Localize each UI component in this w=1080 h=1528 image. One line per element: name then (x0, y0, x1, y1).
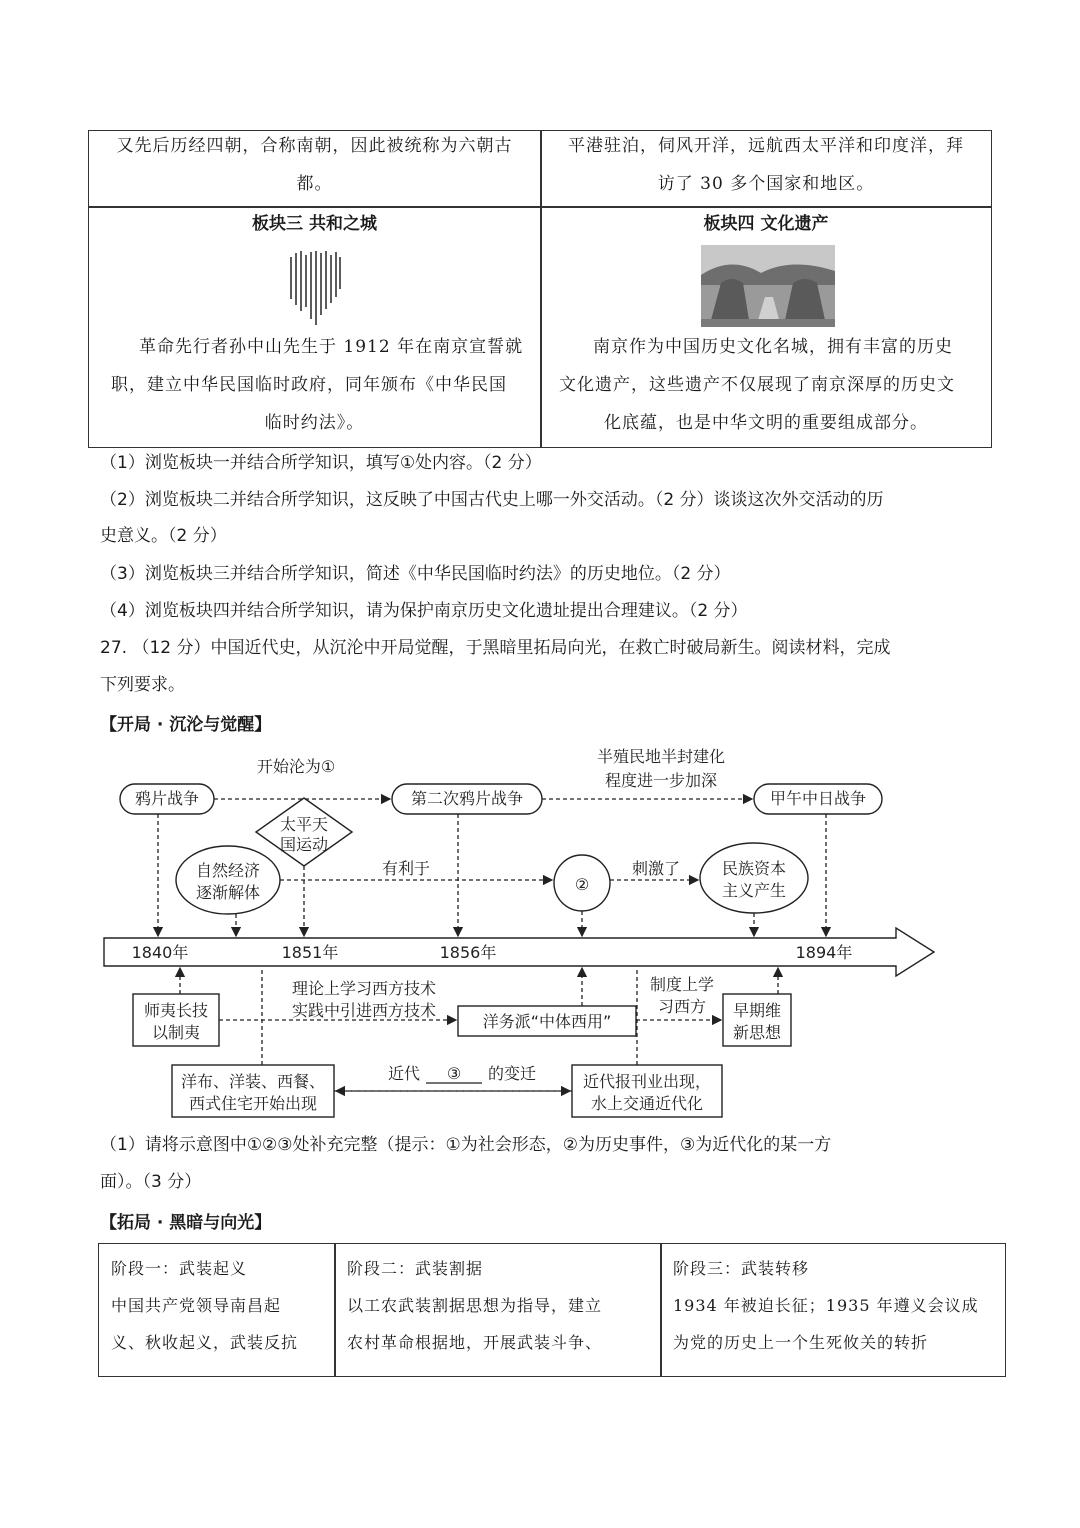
year-label: 1894年 (795, 943, 853, 962)
diagram-label: 以制夷 (151, 1023, 201, 1042)
diagram-label: 民族资本 (721, 859, 787, 878)
text-line: 农村革命根据地，开展武装斗争、 (347, 1333, 603, 1352)
section-heading-2: 【拓局 · 黑暗与向光】 (100, 1213, 272, 1233)
diagram-label: 制度上学 (649, 975, 715, 994)
diagram-label: 主义产生 (721, 881, 787, 900)
diagram-label: 甲午中日战争 (769, 789, 867, 808)
stone-statues-photo (701, 245, 835, 327)
diagram-label: 的变迁 (487, 1064, 537, 1083)
diagram-label: 鸦片战争 (134, 789, 200, 808)
stage-title: 阶段二：武装割据 (347, 1259, 484, 1278)
diagram-label: 刺激了 (631, 859, 681, 878)
question-3: （3）浏览板块三并结合所学知识，简述《中华民国临时约法》的历史地位。（2 分） (100, 564, 731, 584)
diagram-label: 新思想 (732, 1023, 782, 1042)
block2-text (541, 127, 991, 203)
text-line: 平港驻泊，伺风开洋，远航西太平洋和印度洋，拜 (568, 136, 964, 156)
text-line: 革命先行者孙中山先生于 1912 年在南京宣誓就 (139, 337, 524, 357)
question-2-cont: 史意义。（2 分） (100, 526, 227, 546)
diagram-label: 早期维 (732, 1001, 782, 1020)
stages-table (98, 1243, 1006, 1377)
diagram-label: 实践中引进西方技术 (291, 1001, 437, 1020)
question-2: （2）浏览板块二并结合所学知识，这反映了中国古代史上哪一外交活动。（2 分）谈谈这次外交活动的历 (100, 490, 884, 510)
diagram-label: 太平天 (279, 815, 329, 834)
diagram-label: 程度进一步加深 (604, 771, 718, 790)
year-label: 1840年 (131, 943, 189, 962)
stage-3-cell (673, 1250, 979, 1382)
block3-text (89, 328, 540, 442)
diagram-label: 半殖民地半封建化 (596, 747, 726, 766)
diagram-label: 国运动 (279, 835, 329, 854)
capitalism-ellipse (700, 843, 808, 913)
diagram-label: 近代报刊业出现， (582, 1072, 712, 1091)
diagram-label: 开始沦为① (256, 757, 336, 776)
text-line: 临时约法》。 (264, 413, 365, 433)
diagram-label: 师夷长技 (143, 1001, 209, 1020)
stage-title: 阶段一：武装起义 (111, 1259, 248, 1278)
text-line: 文化遗产，这些遗产不仅展现了南京深厚的历史文 (559, 375, 955, 395)
question-27-1-cont: 面）。（3 分） (100, 1172, 202, 1192)
text-line: 为党的历史上一个生死攸关的转折 (673, 1333, 929, 1352)
heritage-table (88, 130, 992, 448)
diagram-label: 水上交通近代化 (590, 1094, 704, 1113)
question-27: 27. （12 分）中国近代史，从沉沦中开局觉醒，于黑暗里拓局向光，在救亡时破局新生。阅读材料，完成 (100, 638, 891, 658)
diagram-label: 理论上学习西方技术 (291, 979, 437, 998)
stage-2-cell (347, 1250, 602, 1382)
history-flow-diagram (96, 742, 946, 1122)
diagram-label: 第二次鸦片战争 (410, 789, 524, 808)
block4-title: 板块四 文化遗产 (703, 214, 829, 234)
diagram-label: 西式住宅开始出现 (188, 1094, 318, 1113)
diagram-label: 有利于 (381, 859, 431, 878)
question-1: （1）浏览板块一并结合所学知识，填写①处内容。（2 分） (100, 453, 542, 473)
text-line: 义、秋收起义，武装反抗 (111, 1333, 299, 1352)
stage-title: 阶段三：武装转移 (673, 1259, 810, 1278)
text-line: 以工农武装割据思想为指导，建立 (347, 1296, 603, 1315)
text-line: 南京作为中国历史文化名城，拥有丰富的历史 (593, 337, 953, 357)
diagram-label: 近代 (387, 1064, 421, 1083)
text-line: 化底蕴，也是中华文明的重要组成部分。 (604, 413, 928, 433)
natural-economy-ellipse (176, 846, 280, 914)
diagram-label: ② (574, 875, 590, 894)
diagram-label: 习西方 (657, 997, 707, 1016)
text-line: 又先后历经四朝，合称南朝，因此被统称为六朝古 (116, 136, 513, 156)
question-4: （4）浏览板块四并结合所学知识，请为保护南京历史文化遗址提出合理建议。（2 分） (100, 601, 748, 621)
block3-title: 板块三 共和之城 (252, 214, 377, 234)
table-divider (89, 206, 991, 208)
diagram-label: 洋布、洋装、西餐、 (180, 1072, 326, 1091)
diagram-label: 自然经济 (195, 861, 261, 880)
question-27-1: （1）请将示意图中①②③处补充完整（提示：①为社会形态，②为历史事件，③为近代化的某一方 (100, 1135, 832, 1155)
year-label: 1856年 (439, 943, 497, 962)
diagram-label: 洋务派“中体西用” (482, 1012, 612, 1031)
block4-text (541, 328, 991, 442)
table-divider (660, 1244, 662, 1376)
question-27-cont: 下列要求。 (100, 675, 185, 695)
section-heading-1: 【开局 · 沉沦与觉醒】 (100, 715, 272, 735)
table-divider (334, 1244, 336, 1376)
text-line: 1934 年被迫长征；1935 年遵义会议成 (673, 1296, 979, 1315)
text-line: 都。 (296, 174, 333, 194)
block1-text (89, 127, 540, 203)
year-label: 1851年 (281, 943, 339, 962)
text-line: 中国共产党领导南昌起 (111, 1296, 282, 1315)
diagram-label: ③ (446, 1064, 462, 1083)
stage-1-cell (111, 1250, 298, 1382)
text-line: 职，建立中华民国临时政府，同年颁布《中华民国 (111, 375, 507, 395)
calligraphy-image (287, 249, 343, 329)
diagram-label: 逐渐解体 (195, 883, 261, 902)
text-line: 访了 30 多个国家和地区。 (657, 174, 875, 194)
